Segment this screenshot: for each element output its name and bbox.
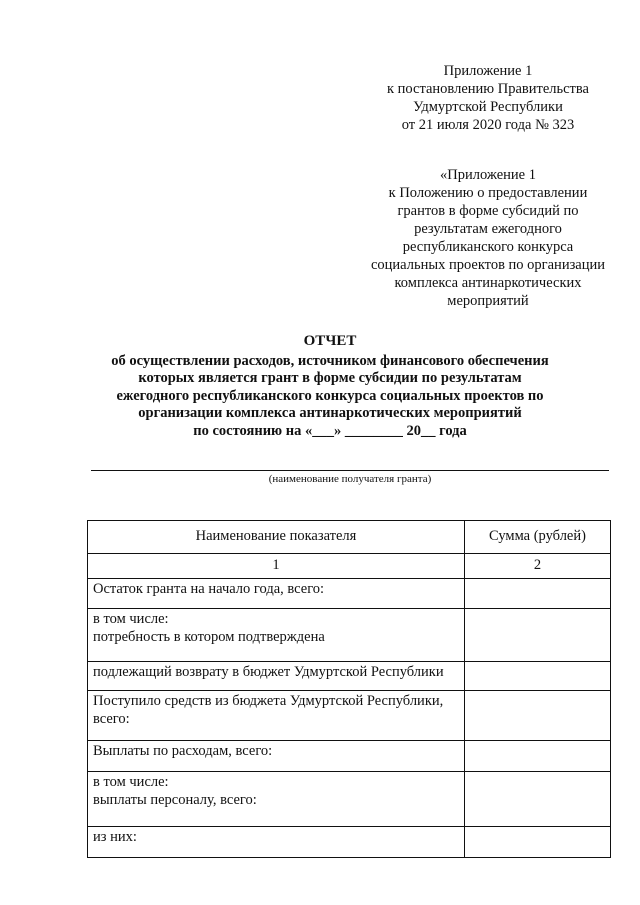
appendix-line: комплекса антинаркотических	[394, 275, 582, 291]
amount-cell	[465, 827, 611, 858]
indicator-label: подлежащий возврату в бюджет Удмуртской Республики	[93, 664, 444, 680]
table-row	[88, 741, 611, 772]
appendix-line: «Приложение 1	[440, 167, 536, 183]
amount-cell	[465, 662, 611, 691]
report-title-line: организации комплекса антинаркотических мероприятий	[138, 405, 522, 421]
appendix-line: грантов в форме субсидий по	[397, 203, 579, 219]
indicator-label: всего:	[93, 710, 130, 727]
amount-cell	[465, 741, 611, 772]
amount-cell	[465, 691, 611, 741]
report-table	[87, 520, 611, 858]
report-date-line: по состоянию на «___» ________ 20__ года	[193, 422, 467, 439]
report-heading: ОТЧЕТ	[303, 333, 357, 349]
table-row	[88, 609, 611, 662]
table-row	[88, 662, 611, 691]
recipient-caption: (наименование получателя гранта)	[268, 473, 432, 485]
column-number: 1	[88, 554, 465, 579]
column-number: 2	[465, 554, 611, 579]
table-row	[88, 772, 611, 827]
indicator-cell	[88, 741, 465, 772]
amount-cell	[465, 609, 611, 662]
indicator-cell	[88, 691, 465, 741]
amount-cell	[465, 772, 611, 827]
indicator-cell	[88, 662, 465, 691]
indicator-cell	[88, 772, 465, 827]
table-row	[88, 827, 611, 858]
amount-cell	[465, 579, 611, 609]
appendix-regulation-header	[355, 166, 621, 310]
appendix-line: мероприятий	[447, 293, 529, 309]
report-title-line: которых является грант в форме субсидии по результатам	[138, 370, 522, 386]
appendix-line: к Положению о предоставлении	[388, 185, 588, 201]
column-header-amount: Сумма (рублей)	[465, 521, 611, 554]
appendix-line: к постановлению Правительства	[387, 81, 589, 97]
indicator-cell	[88, 579, 465, 609]
indicator-label: Остаток гранта на начало года, всего:	[93, 581, 325, 597]
appendix-line: от 21 июля 2020 года № 323	[401, 117, 575, 133]
appendix-line: Приложение 1	[443, 63, 533, 79]
indicator-cell	[88, 827, 465, 858]
column-header-indicator: Наименование показателя	[88, 521, 465, 554]
indicator-label: потребность в котором подтверждена	[93, 628, 325, 645]
indicator-label: из них:	[93, 829, 137, 845]
column-number-row	[88, 554, 611, 579]
appendix-line: республиканского конкурса	[402, 239, 574, 255]
appendix-line: Удмуртской Республики	[413, 99, 563, 115]
indicator-label: в том числе:	[93, 611, 169, 627]
appendix-header	[372, 62, 604, 134]
report-title	[60, 333, 600, 440]
indicator-label: в том числе:	[93, 774, 169, 790]
report-title-line: ежегодного республиканского конкурса социальных проектов по	[116, 387, 544, 404]
indicator-label: выплаты персоналу, всего:	[93, 791, 257, 808]
indicator-label: Поступило средств из бюджета Удмуртской Республики,	[93, 693, 444, 709]
appendix-line: результатам ежегодного	[414, 221, 562, 237]
recipient-name-line	[91, 470, 609, 471]
appendix-line: социальных проектов по организации	[370, 257, 606, 273]
table-row	[88, 579, 611, 609]
table-row	[88, 691, 611, 741]
report-title-line: об осуществлении расходов, источником финансового обеспечения	[111, 352, 549, 369]
indicator-cell	[88, 609, 465, 662]
table-header-row	[88, 521, 611, 554]
indicator-label: Выплаты по расходам, всего:	[93, 743, 273, 759]
